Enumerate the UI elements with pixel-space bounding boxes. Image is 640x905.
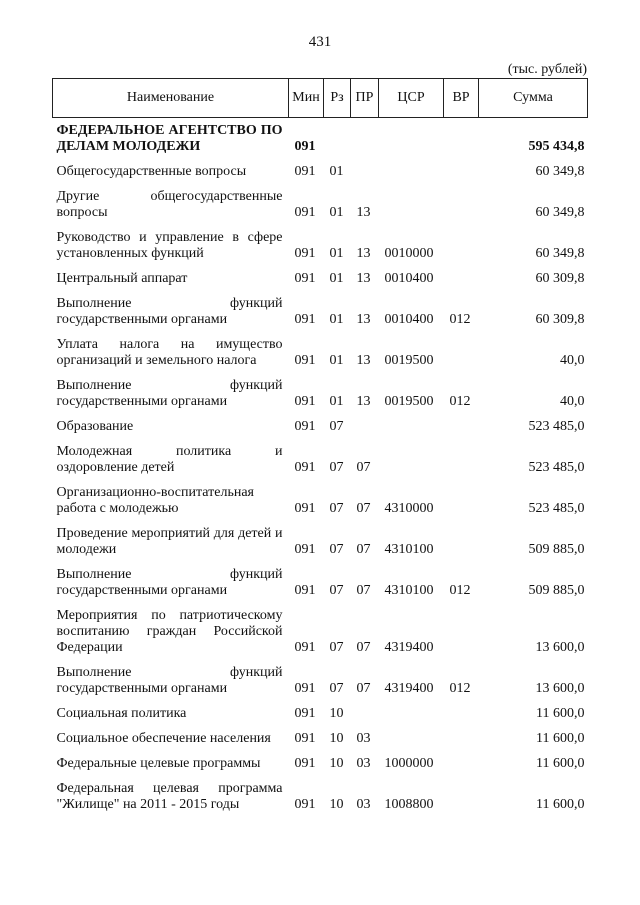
table-row [53, 159, 588, 184]
row-name: Социальная политика [56, 706, 187, 721]
row-rz: 01 [329, 394, 344, 409]
row-min: 091 [294, 312, 316, 327]
row-name: Молодежная политика и оздоровление детей [56, 444, 283, 475]
row-sum: 13 600,0 [535, 681, 585, 696]
row-csr: 4310000 [384, 501, 434, 516]
row-name: Образование [56, 419, 134, 434]
row-name: Уплата налога на имущество организаций и земельного налога [56, 337, 283, 368]
row-min: 091 [294, 419, 316, 434]
row-rz: 01 [329, 312, 344, 327]
row-vr [444, 751, 479, 776]
row-name: ФЕДЕРАЛЬНОЕ АГЕНТСТВО ПО ДЕЛАМ МОЛОДЕЖИ [56, 123, 283, 154]
row-rz: 10 [329, 706, 344, 721]
row-min: 091 [294, 353, 316, 368]
row-rz: 10 [329, 731, 344, 746]
header-rz: Рз [324, 79, 351, 118]
units-note: (тыс. рублей) [507, 62, 587, 77]
table-row [53, 439, 588, 480]
row-pr: 13 [356, 205, 371, 220]
table-body [53, 118, 588, 818]
row-rz: 07 [329, 640, 344, 655]
row-sum: 509 885,0 [528, 542, 585, 557]
row-csr: 0019500 [384, 353, 434, 368]
row-min: 091 [294, 681, 316, 696]
row-rz: 10 [329, 756, 344, 771]
row-csr: 0010400 [384, 271, 434, 286]
row-sum: 60 309,8 [535, 312, 585, 327]
row-name: Общегосударственные вопросы [56, 164, 247, 179]
row-sum: 11 600,0 [536, 756, 585, 771]
row-pr [351, 701, 379, 726]
row-vr [444, 266, 479, 291]
row-min: 091 [294, 246, 316, 261]
row-csr [379, 184, 444, 225]
table-row [53, 184, 588, 225]
row-rz: 07 [329, 460, 344, 475]
row-pr: 03 [356, 731, 371, 746]
row-sum: 523 485,0 [528, 460, 585, 475]
table-row [53, 291, 588, 332]
row-csr: 0019500 [384, 394, 434, 409]
row-pr: 07 [356, 501, 371, 516]
row-csr [379, 159, 444, 184]
row-name: Выполнение функций государственными органами [56, 567, 283, 598]
table-row [53, 603, 588, 660]
row-csr [379, 726, 444, 751]
row-sum: 60 349,8 [535, 205, 585, 220]
table-row [53, 726, 588, 751]
row-csr: 4319400 [384, 640, 434, 655]
row-rz: 07 [329, 419, 344, 434]
row-sum: 60 349,8 [535, 246, 585, 261]
row-min: 091 [294, 756, 316, 771]
row-rz: 01 [329, 271, 344, 286]
row-rz: 01 [329, 164, 344, 179]
row-min: 091 [294, 542, 316, 557]
row-min: 091 [294, 731, 316, 746]
row-pr: 07 [356, 460, 371, 475]
row-rz: 10 [329, 797, 344, 812]
row-sum: 11 600,0 [536, 731, 585, 746]
row-pr: 03 [356, 797, 371, 812]
row-sum: 60 349,8 [535, 164, 585, 179]
budget-table [52, 78, 588, 817]
row-vr [444, 118, 479, 160]
row-rz: 01 [329, 246, 344, 261]
row-pr [351, 159, 379, 184]
row-vr [444, 701, 479, 726]
header-name: Наименование [53, 79, 289, 118]
row-vr [444, 184, 479, 225]
row-rz: 07 [329, 583, 344, 598]
row-rz: 07 [329, 501, 344, 516]
row-vr: 012 [449, 394, 471, 409]
row-csr: 4310100 [384, 542, 434, 557]
header-csr: ЦСР [379, 79, 444, 118]
row-pr: 03 [356, 756, 371, 771]
row-sum: 11 600,0 [536, 797, 585, 812]
row-min: 091 [294, 394, 316, 409]
table-row [53, 225, 588, 266]
row-pr: 13 [356, 353, 371, 368]
row-pr: 13 [356, 312, 371, 327]
row-min: 091 [294, 271, 316, 286]
row-vr [444, 414, 479, 439]
row-rz: 07 [329, 681, 344, 696]
row-csr [379, 414, 444, 439]
row-name: Мероприятия по патриотическому воспитанию граждан Российской Федерации [56, 608, 283, 655]
row-vr: 012 [449, 583, 471, 598]
table-row [53, 480, 588, 521]
table-row [53, 266, 588, 291]
row-name: Проведение мероприятий для детей и молодежи [56, 526, 283, 557]
row-csr: 1000000 [384, 756, 434, 771]
header-sum: Сумма [479, 79, 588, 118]
row-vr: 012 [449, 681, 471, 696]
row-vr [444, 521, 479, 562]
row-vr [444, 603, 479, 660]
table-row [53, 521, 588, 562]
row-csr [379, 118, 444, 160]
row-name: Социальное обеспечение населения [56, 731, 271, 746]
row-sum: 40,0 [560, 353, 585, 368]
table-row [53, 776, 588, 817]
table-row [53, 701, 588, 726]
row-sum: 40,0 [560, 394, 585, 409]
row-vr: 012 [449, 312, 471, 327]
row-sum: 595 434,8 [528, 139, 585, 154]
row-min: 091 [294, 205, 316, 220]
row-csr: 0010000 [384, 246, 434, 261]
table-row [53, 660, 588, 701]
row-csr [379, 701, 444, 726]
row-name: Выполнение функций государственными органами [56, 296, 283, 327]
row-vr [444, 439, 479, 480]
row-pr: 07 [356, 681, 371, 696]
row-vr [444, 776, 479, 817]
row-rz: 01 [329, 353, 344, 368]
row-name: Другие общегосударственные вопросы [56, 189, 283, 220]
row-sum: 523 485,0 [528, 501, 585, 516]
row-csr [379, 439, 444, 480]
table-row [53, 373, 588, 414]
row-sum: 11 600,0 [536, 706, 585, 721]
row-csr: 0010400 [384, 312, 434, 327]
row-pr: 13 [356, 246, 371, 261]
table-row [53, 118, 588, 160]
row-pr: 13 [356, 271, 371, 286]
row-vr [444, 225, 479, 266]
header-min: Мин [289, 79, 324, 118]
row-min: 091 [294, 164, 316, 179]
page-number: 431 [308, 34, 332, 50]
row-vr [444, 159, 479, 184]
row-vr [444, 480, 479, 521]
row-sum: 13 600,0 [535, 640, 585, 655]
row-min: 091 [294, 640, 316, 655]
row-name: Руководство и управление в сфере установленных функций [56, 230, 283, 261]
row-rz: 07 [329, 542, 344, 557]
table-header [53, 79, 588, 118]
row-sum: 523 485,0 [528, 419, 585, 434]
row-pr [351, 414, 379, 439]
row-csr: 4310100 [384, 583, 434, 598]
row-pr: 13 [356, 394, 371, 409]
table-row [53, 751, 588, 776]
row-csr: 4319400 [384, 681, 434, 696]
table-row [53, 332, 588, 373]
table-row [53, 562, 588, 603]
row-vr [444, 726, 479, 751]
row-min: 091 [294, 460, 316, 475]
row-min: 091 [294, 139, 316, 154]
row-min: 091 [294, 583, 316, 598]
row-min: 091 [294, 501, 316, 516]
row-name: Центральный аппарат [56, 271, 188, 286]
row-name: Организационно-воспитательная работа с молодежью [56, 485, 254, 516]
row-sum: 509 885,0 [528, 583, 585, 598]
row-name: Выполнение функций государственными органами [56, 665, 283, 696]
header-vr: ВР [444, 79, 479, 118]
row-pr: 07 [356, 640, 371, 655]
row-vr [444, 332, 479, 373]
row-name: Выполнение функций государственными органами [56, 378, 283, 409]
row-pr: 07 [356, 583, 371, 598]
row-sum: 60 309,8 [535, 271, 585, 286]
row-pr [351, 118, 379, 160]
row-name: Федеральные целевые программы [56, 756, 261, 771]
row-csr: 1008800 [384, 797, 434, 812]
table-row [53, 414, 588, 439]
header-pr: ПР [351, 79, 379, 118]
row-rz [324, 118, 351, 160]
row-rz: 01 [329, 205, 344, 220]
row-pr: 07 [356, 542, 371, 557]
row-name: Федеральная целевая программа "Жилище" на 2011 - 2015 годы [56, 781, 283, 812]
row-min: 091 [294, 706, 316, 721]
row-min: 091 [294, 797, 316, 812]
